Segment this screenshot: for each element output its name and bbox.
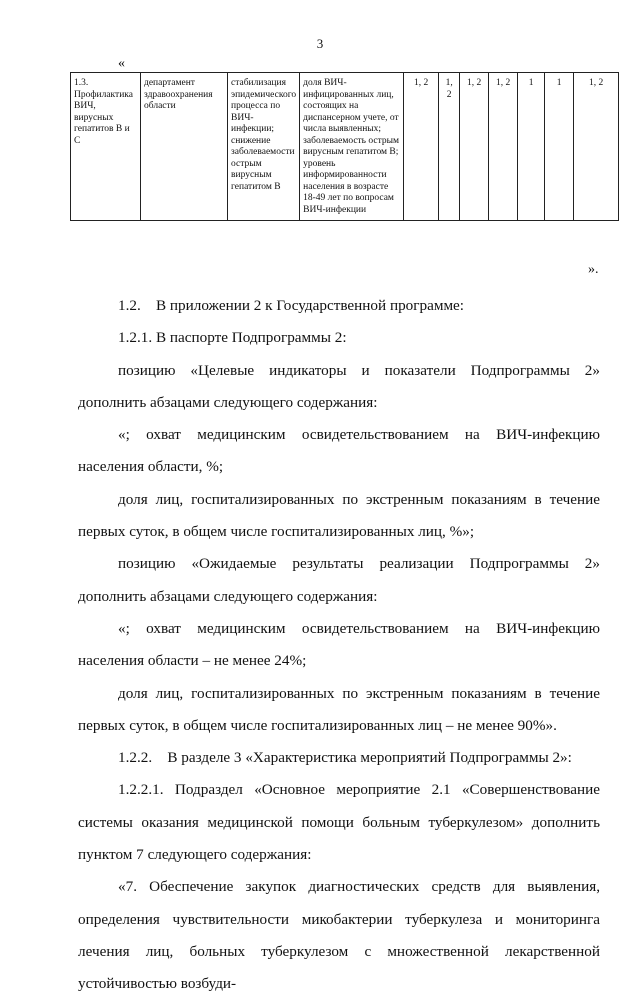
table-cell-value: 1, 2	[489, 73, 518, 221]
paragraph: «7. Обеспечение закупок диагностических средств для выявления, определения чувствительности микобактерии туберкулеза и мониторинга лечения лиц, больных туберкулезом с множественной лекарственной устойчивостью возбуди-	[78, 878, 600, 993]
table-cell-executor: департамент здравоохранения области	[141, 73, 228, 221]
table-cell-value: 1, 2	[574, 73, 619, 221]
table-cell-indicators: доля ВИЧ-инфицированных лиц, состоящих на диспансерном учете, от числа выявленных; заболеваемость острым вирусным гепатитом В; уровень информированности населения в возрасте 18-49 лет по вопросам ВИЧ-инфекции	[300, 73, 404, 221]
paragraph: 1.2.1. В паспорте Подпрограммы 2:	[118, 329, 347, 347]
table-cell-measure: 1.3. Профилактика ВИЧ, вирусных гепатитов В и С	[71, 73, 141, 221]
table-cell-value: 1	[518, 73, 545, 221]
paragraph: доля лиц, госпитализированных по экстренным показаниям в течение первых суток, в общем числе госпитализированных лиц, %»;	[78, 490, 600, 541]
table-cell-result: стабилизация эпидемического процесса по ВИЧ-инфекции; снижение заболеваемости острым вирусным гепатитом В	[228, 73, 300, 221]
document-body	[78, 290, 600, 1001]
program-table	[70, 72, 619, 221]
table-open-quote: «	[118, 56, 125, 71]
paragraph: «; охват медицинским освидетельствованием на ВИЧ-инфекцию населения области, %;	[78, 426, 600, 476]
table-cell-value: 1, 2	[439, 73, 460, 221]
table-row	[71, 73, 619, 221]
table-close-quote: ».	[588, 262, 599, 277]
paragraph: позицию «Целевые индикаторы и показатели Подпрограммы 2» дополнить абзацами следующего содержания:	[78, 361, 600, 411]
paragraph: 1.2. В приложении 2 к Государственной программе:	[118, 297, 465, 314]
page-number: 3	[316, 36, 324, 51]
paragraph: 1.2.2.1. Подраздел «Основное мероприятие 2.1 «Совершенствование системы оказания медицинской помощи больным туберкулезом» дополнить пунктом 7 следующего содержания:	[78, 781, 600, 864]
paragraph: доля лиц, госпитализированных по экстренным показаниям в течение первых суток, в общем числе госпитализированных лиц – не менее 90%».	[78, 684, 600, 734]
paragraph: «; охват медицинским освидетельствованием на ВИЧ-инфекцию населения области – не менее 24%;	[78, 619, 600, 670]
table-cell-value: 1	[545, 73, 574, 221]
paragraph: позицию «Ожидаемые результаты реализации Подпрограммы 2» дополнить абзацами следующего содержания:	[78, 555, 600, 605]
paragraph: 1.2.2. В разделе 3 «Характеристика мероприятий Подпрограммы 2»:	[118, 749, 572, 767]
table-cell-value: 1, 2	[404, 73, 439, 221]
table-cell-value: 1, 2	[460, 73, 489, 221]
